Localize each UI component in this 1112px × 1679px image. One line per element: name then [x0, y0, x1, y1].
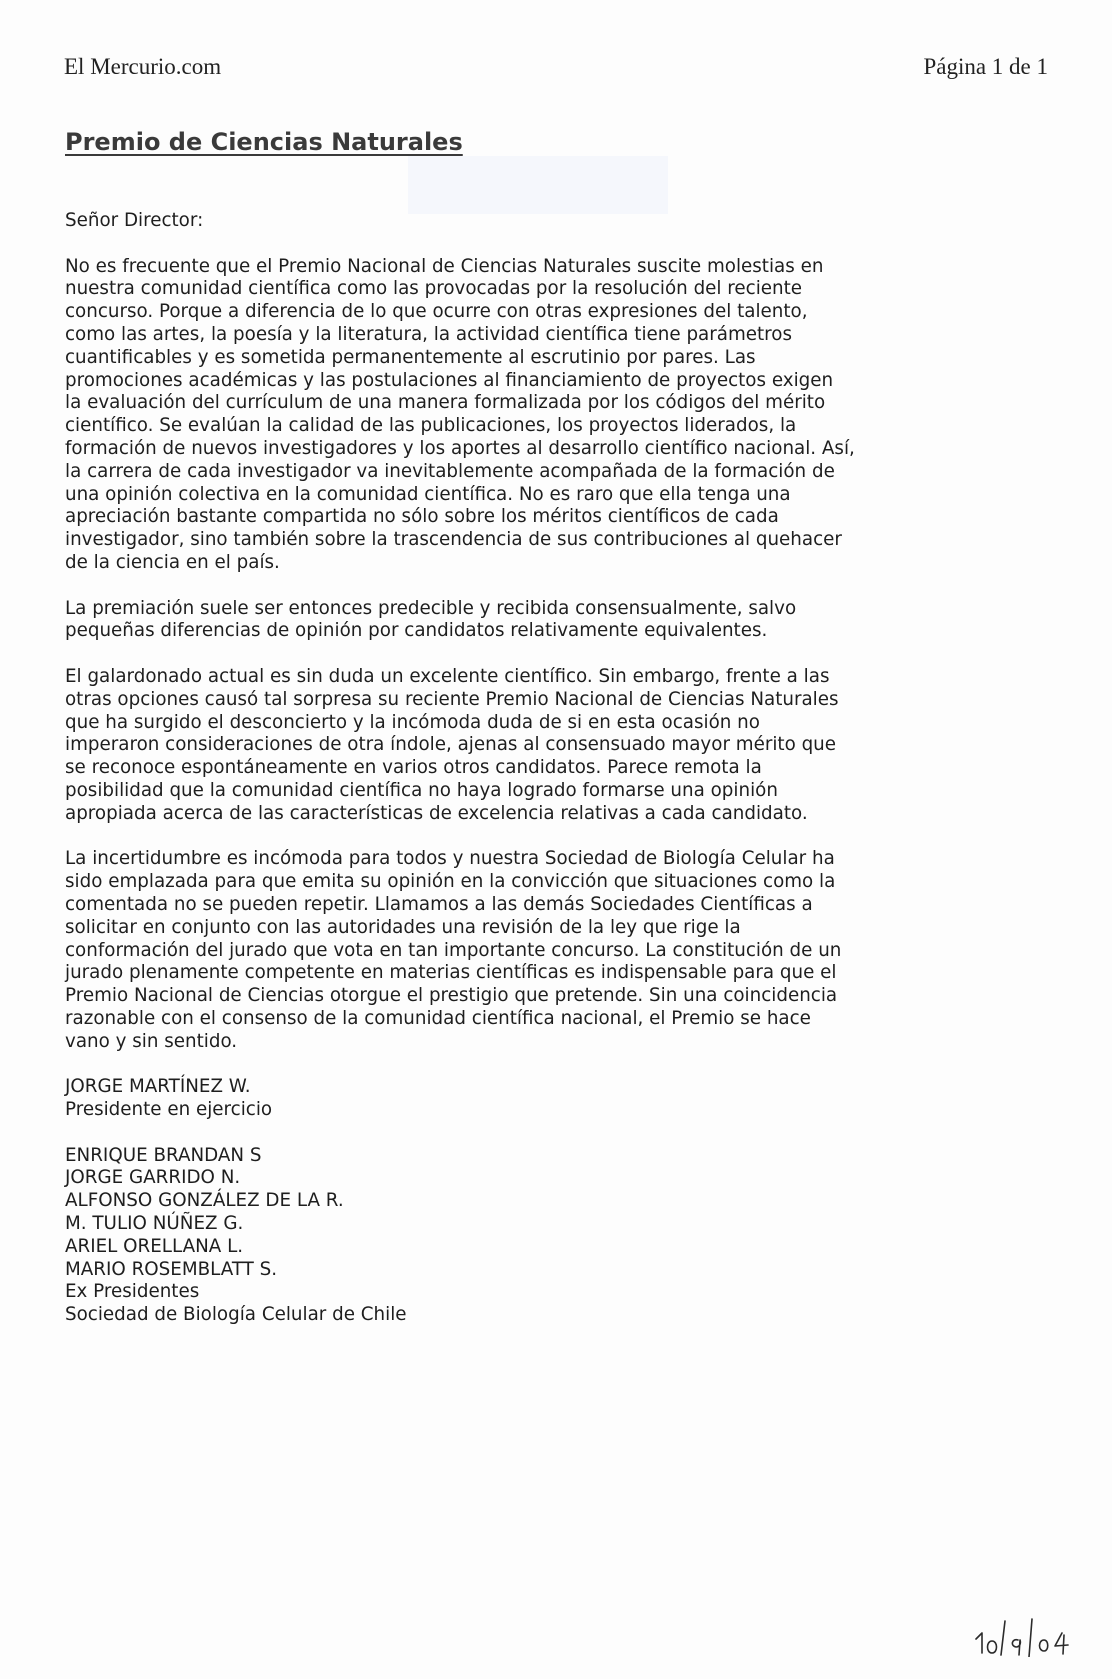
- salutation: Señor Director:: [65, 210, 204, 231]
- signatories-role: Ex Presidentes: [65, 1281, 200, 1303]
- site-name: El Mercurio.com: [64, 54, 222, 79]
- print-header: [64, 54, 1048, 88]
- signatory-name: JORGE MARTÍNEZ W.: [65, 1076, 251, 1098]
- handwritten-date-note: [972, 1613, 1082, 1657]
- organization-name: Sociedad de Biología Celular de Chile: [65, 1304, 407, 1326]
- signatory-name: JORGE GARRIDO N.: [65, 1167, 241, 1189]
- signatory-name: MARIO ROSEMBLATT S.: [65, 1258, 278, 1280]
- scan-smudge: [408, 156, 668, 214]
- paragraph-2: La premiación suele ser entonces predecible y recibida consensualmente, salvo pequeñas diferencias de opinión por candidatos relativamente equivalentes.: [65, 597, 797, 642]
- page-number: Página 1 de 1: [923, 54, 1048, 79]
- signature-primary: [65, 1076, 855, 1122]
- paragraph-1: No es frecuente que el Premio Nacional de Ciencias Naturales suscite molestias en nuestra comunidad científica como las provocadas por la resolución del reciente concurso. Porque a diferencia de lo que ocurre con otras expresiones del talento, como las artes, la poesía y la literatura, la actividad científica tiene parámetros cuantificables y es sometida permanentemente al escrutinio por pares. Las promociones académicas y las postulaciones al financiamiento de proyectos exigen la evaluación del currículum de una manera formalizada por los códigos del mérito científico. Se evalúan la calidad de las publicaciones, los proyectos liderados, la formación de nuevos investigadores y los aportes al desarrollo científico nacional. Así, la carrera de cada investigador va inevitablemente acompañada de la formación de una opinión colectiva en la comunidad científica. No es raro que ella tenga una apreciación bastante compartida no sólo sobre los méritos científicos de cada investigador, sino también sobre la trascendencia de sus contribuciones al quehacer de la ciencia en el país.: [65, 255, 855, 573]
- signatory-name: M. TULIO NÚÑEZ G.: [65, 1213, 244, 1235]
- paragraph-4: La incertidumbre es incómoda para todos y nuestra Sociedad de Biología Celular ha sido emplazada para que emita su opinión en la convicción que situaciones como la comentada no se pueden repetir. Llamamos a las demás Sociedades Científicas a solicitar en conjunto con las autoridades una revisión de la ley que rige la conformación del jurado que vota en tan importante concurso. La constitución de un jurado plenamente competente en materias científicas es indispensable para que el Premio Nacional de Ciencias otorgue el prestigio que pretende. Sin una coincidencia razonable con el consenso de la comunidad científica nacional, el Premio se hace vano y sin sentido.: [65, 848, 842, 1052]
- article-title: Premio de Ciencias Naturales: [65, 128, 463, 156]
- signature-secondary: [65, 1145, 855, 1327]
- paragraph-3: El galardonado actual es sin duda un excelente científico. Sin embargo, frente a las otras opciones causó tal sorpresa su reciente Premio Nacional de Ciencias Naturales que ha surgido el desconcierto y la incómoda duda de si en esta ocasión no imperaron consideraciones de otra índole, ajenas al consensuado mayor mérito que se reconoce espontáneamente en varios otros candidatos. Parece remota la posibilidad que la comunidad científica no haya logrado formarse una opinión apropiada acerca de las características de excelencia relativas a cada candidato.: [65, 665, 839, 824]
- signatory-role: Presidente en ejercicio: [65, 1099, 273, 1121]
- letter-body: [65, 210, 855, 1350]
- signatory-name: ARIEL ORELLANA L.: [65, 1235, 244, 1257]
- signatory-name: ENRIQUE BRANDAN S: [65, 1144, 262, 1166]
- signatory-name: ALFONSO GONZÁLEZ DE LA R.: [65, 1190, 344, 1212]
